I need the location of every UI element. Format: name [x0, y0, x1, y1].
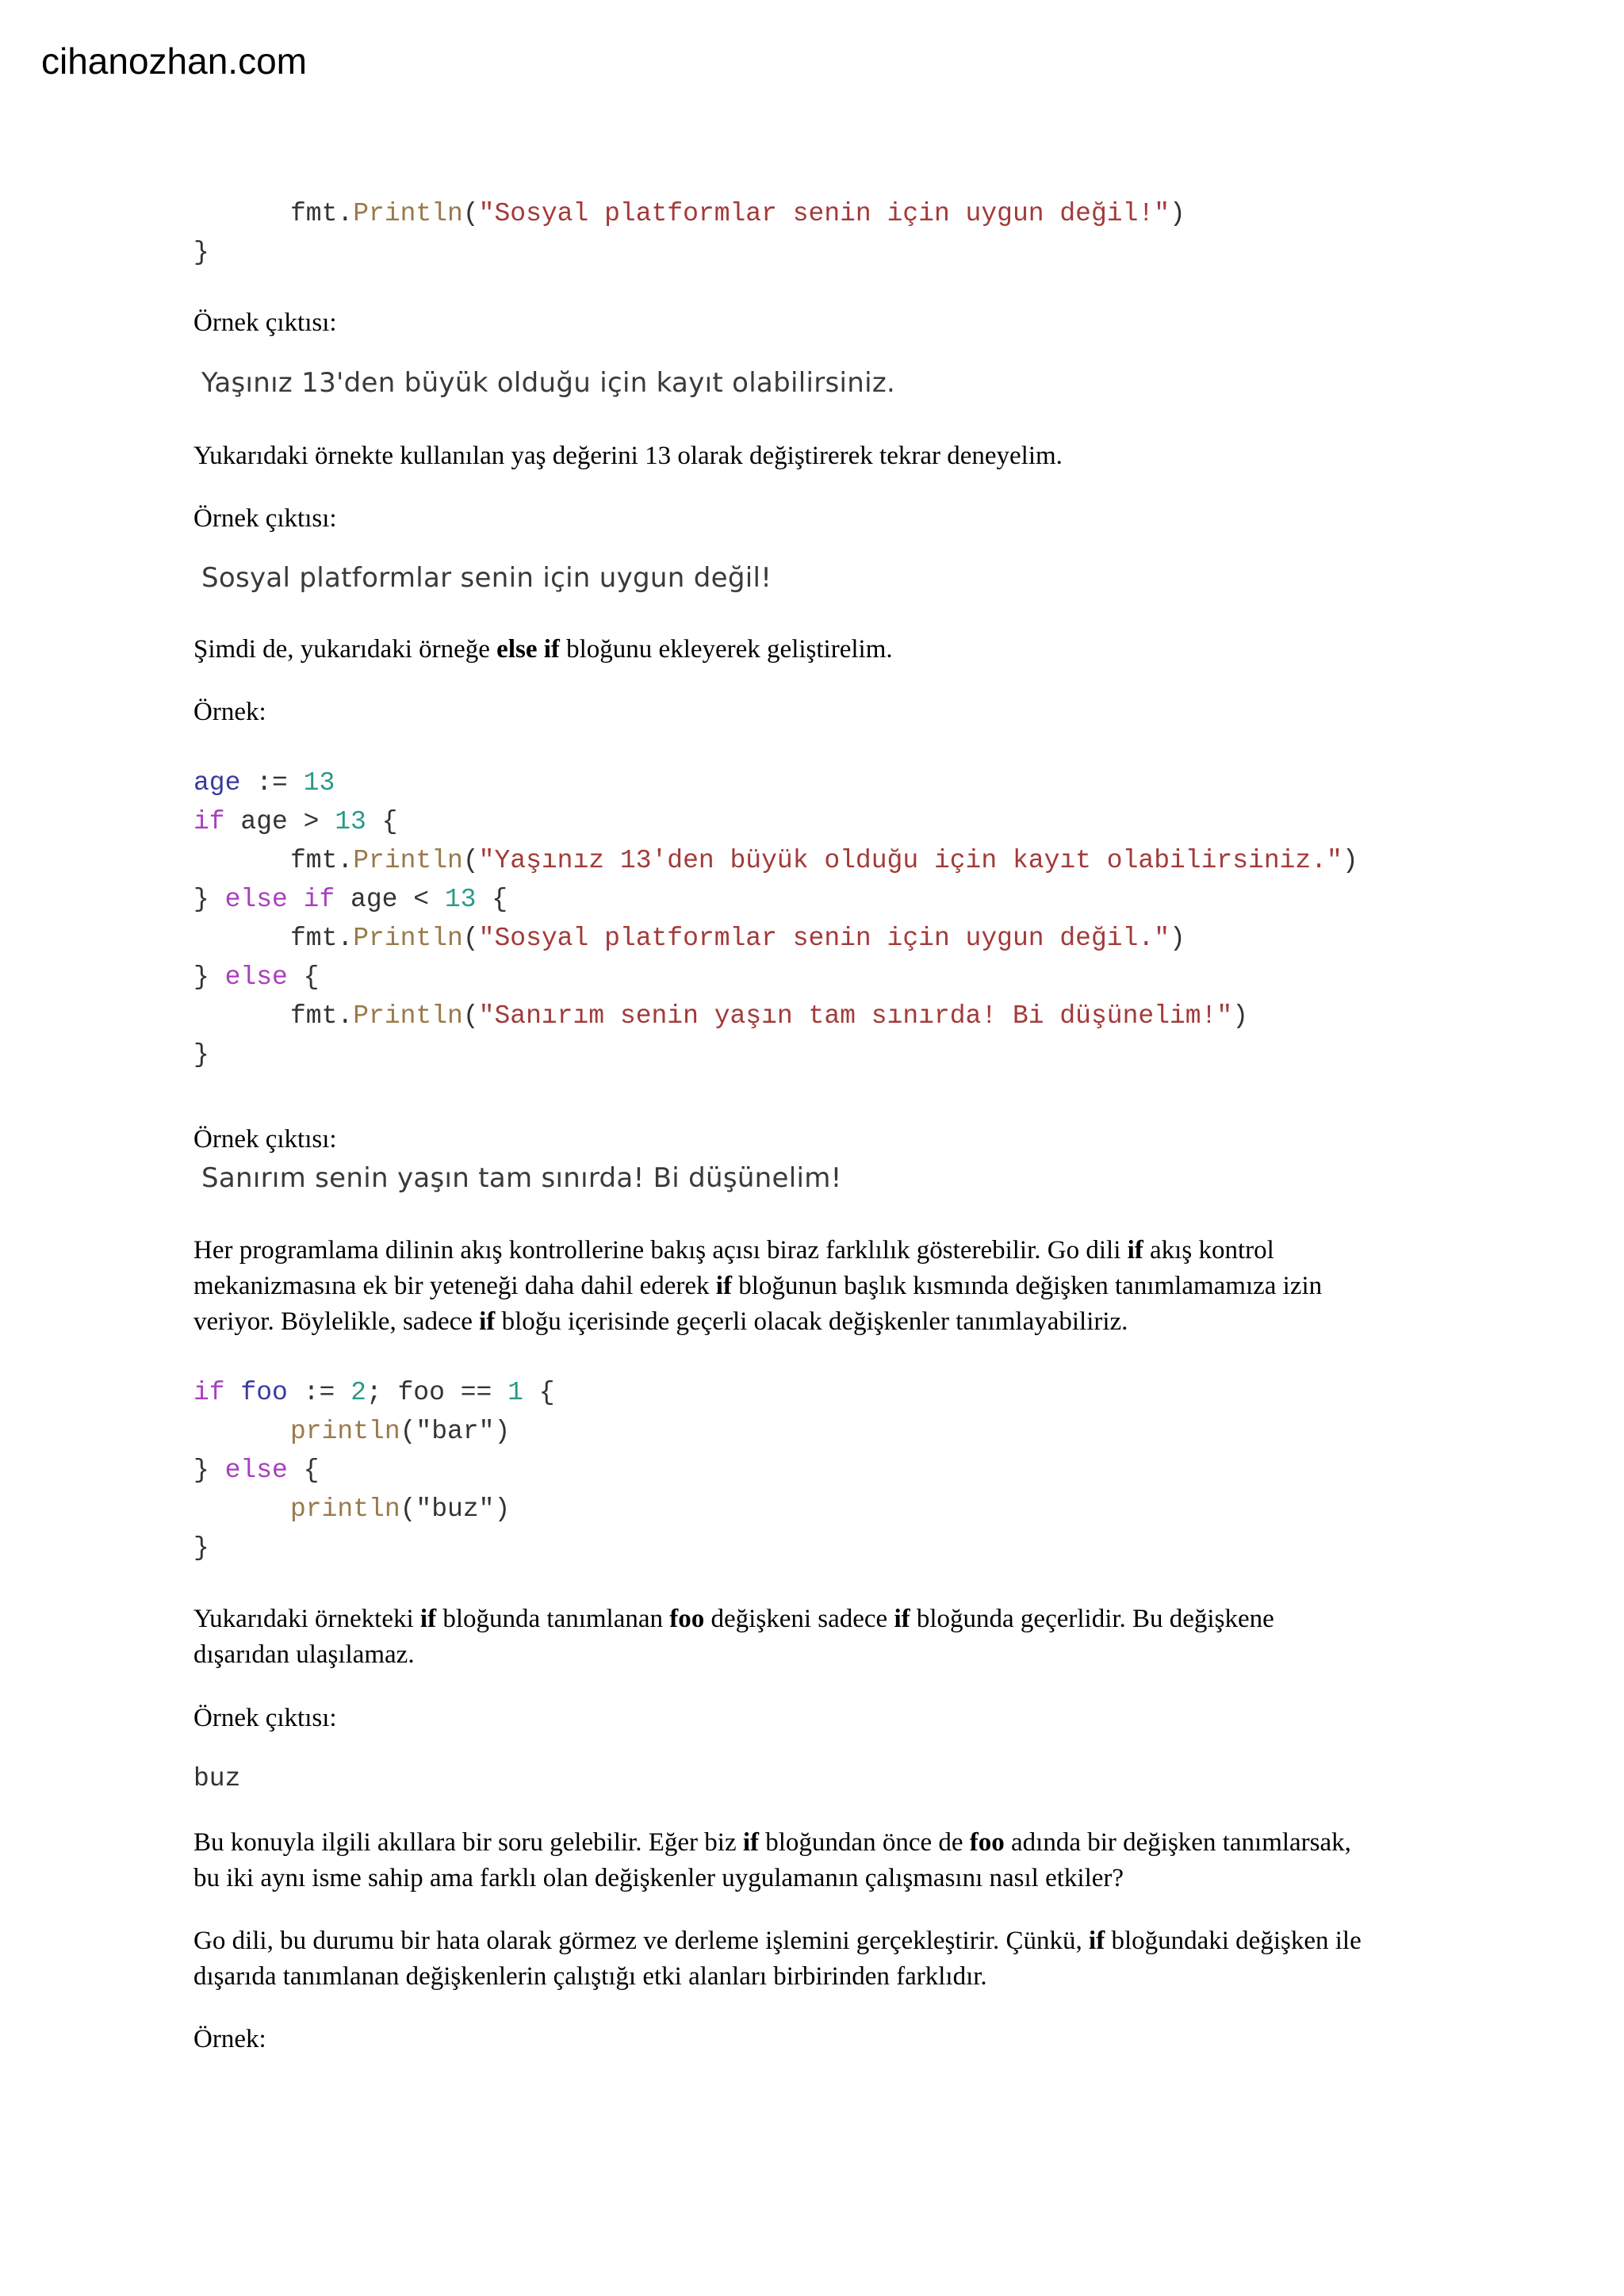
paragraph: Yukarıdaki örnekte kullanılan yaş değerini 13 olarak değiştirerek tekrar deneyelim.	[193, 442, 1063, 470]
text-run: Bu konuyla ilgili akıllara bir soru gelebilir. Eğer biz	[193, 1828, 743, 1857]
output-text-buz: buz	[193, 1764, 241, 1793]
code-token: )	[1342, 846, 1358, 875]
code-number: 1	[508, 1378, 523, 1407]
code-token: )	[1170, 924, 1185, 953]
text-bold: if	[1089, 1927, 1105, 1955]
code-token: :=	[287, 1378, 351, 1407]
text-run: Her programlama dilinin akış kontrollerine bakış açısı biraz farklılık gösterebilir. Go dili	[193, 1236, 1128, 1265]
output-label: Örnek çıktısı:	[193, 1125, 337, 1154]
code-token: println	[290, 1417, 400, 1446]
text-run: mekanizmasına ek bir yeteneği daha dahil ederek	[193, 1272, 716, 1300]
code-block-2	[193, 763, 1358, 1074]
code-token: {	[523, 1378, 555, 1407]
code-keyword: if	[303, 885, 335, 914]
output-label: Örnek çıktısı:	[193, 308, 337, 337]
output-label: Örnek çıktısı:	[193, 1704, 337, 1732]
text-run: Yukarıdaki örnekteki	[193, 1605, 420, 1633]
code-token: )	[1232, 1001, 1249, 1031]
code-token: ("bar")	[400, 1417, 511, 1446]
text-run: Go dili, bu durumu bir hata olarak görmez ve derleme işlemini gerçekleştirir. Çünkü,	[193, 1927, 1090, 1955]
code-keyword: else	[224, 885, 288, 914]
code-token: }	[193, 1040, 209, 1070]
text-run: bloğundan önce de	[759, 1828, 970, 1857]
example-label: Örnek:	[193, 698, 266, 726]
code-token: println	[290, 1494, 400, 1524]
code-string: "Yaşınız 13'den büyük olduğu için kayıt olabilirsiniz."	[478, 846, 1342, 875]
code-token: Println	[353, 924, 463, 953]
code-token: }	[193, 962, 225, 992]
code-token: fmt.	[290, 846, 354, 875]
code-token: {	[287, 1456, 320, 1485]
paragraph	[193, 632, 893, 668]
code-token: {	[476, 885, 508, 914]
text-run: dışarıda tanımlanan değişkenlerin çalıştığı etki alanları birbirinden farklıdır.	[193, 1962, 987, 1991]
output-screenshot-3: Sanırım senin yaşın tam sınırda! Bi düşünelim!	[201, 1162, 842, 1194]
code-token: fmt.	[290, 1001, 354, 1031]
code-token: (	[462, 199, 479, 228]
code-token	[288, 885, 304, 914]
code-token: }	[193, 238, 209, 267]
code-token: {	[366, 807, 398, 836]
site-name: cihanozhan.com	[41, 40, 307, 82]
code-token: }	[193, 1456, 225, 1485]
code-token: (	[462, 924, 479, 953]
code-token: }	[193, 885, 225, 914]
code-keyword: if	[193, 807, 225, 836]
code-token: fmt.	[290, 924, 354, 953]
code-number: 2	[350, 1378, 366, 1407]
code-token: (	[462, 846, 479, 875]
code-token: )	[1170, 199, 1185, 228]
code-string: "Sosyal platformlar senin için uygun değil!"	[478, 199, 1170, 228]
output-label: Örnek çıktısı:	[193, 504, 337, 533]
text-bold: if	[715, 1272, 732, 1300]
text-bold: foo	[669, 1605, 705, 1633]
code-token: ; foo ==	[366, 1378, 508, 1407]
code-token: :=	[240, 768, 304, 798]
paragraph	[193, 1825, 1351, 1896]
code-token: }	[193, 1533, 209, 1563]
code-keyword: else	[224, 1456, 288, 1485]
code-number: 13	[444, 885, 477, 914]
text-bold: else if	[496, 635, 560, 664]
text-run: akış kontrol	[1143, 1236, 1274, 1265]
code-keyword: if	[193, 1378, 225, 1407]
text-run: bloğundaki değişken ile	[1105, 1927, 1362, 1955]
text-bold: foo	[969, 1828, 1005, 1857]
code-token: ("buz")	[400, 1494, 511, 1524]
text-run: değişkeni sadece	[704, 1605, 894, 1633]
code-keyword: else	[224, 962, 288, 992]
output-screenshot-2: Sosyal platformlar senin için uygun değil!	[201, 562, 772, 594]
text-bold: if	[479, 1307, 496, 1336]
code-string: "Sosyal platformlar senin için uygun değil."	[478, 924, 1170, 953]
code-token: age >	[224, 807, 335, 836]
text-bold: if	[742, 1828, 760, 1857]
code-token: Println	[353, 846, 463, 875]
code-token: age <	[335, 885, 445, 914]
code-token: foo	[240, 1378, 288, 1407]
code-string: "Sanırım senin yaşın tam sınırda! Bi düşünelim!"	[478, 1001, 1233, 1031]
paragraph	[193, 1233, 1322, 1340]
code-number: 13	[303, 768, 335, 798]
paragraph	[193, 1601, 1274, 1673]
code-block-1	[193, 194, 1185, 272]
text-run: dışarıdan ulaşılamaz.	[193, 1640, 415, 1669]
example-label: Örnek:	[193, 2025, 266, 2053]
code-token: {	[287, 962, 320, 992]
text-run: bloğunun başlık kısmında değişken tanımlamamıza izin	[731, 1272, 1323, 1300]
code-token: age	[193, 768, 241, 798]
text-run: bu iki aynı isme sahip ama farklı olan değişkenler uygulamanın çalışmasını nasıl etkiler?	[193, 1864, 1124, 1892]
paragraph	[193, 1923, 1362, 1995]
code-number: 13	[335, 807, 366, 836]
text-bold: if	[894, 1605, 910, 1633]
text-bold: if	[419, 1605, 437, 1633]
text-run: Şimdi de, yukarıdaki örneğe	[193, 635, 497, 664]
code-token: Println	[353, 1001, 463, 1031]
output-screenshot-1: Yaşınız 13'den büyük olduğu için kayıt olabilirsiniz.	[201, 367, 896, 399]
text-run: bloğu içerisinde geçerli olacak değişkenler tanımlayabiliriz.	[495, 1307, 1128, 1336]
text-run: veriyor. Böylelikle, sadece	[193, 1307, 480, 1336]
text-run: bloğunda tanımlanan	[436, 1605, 670, 1633]
code-block-3	[193, 1373, 555, 1567]
text-run: bloğunda geçerlidir. Bu değişkene	[910, 1605, 1274, 1633]
text-run: bloğunu ekleyerek geliştirelim.	[559, 635, 893, 664]
code-token: (	[462, 1001, 479, 1031]
code-token: fmt.	[290, 199, 354, 228]
text-run: adında bir değişken tanımlarsak,	[1004, 1828, 1351, 1857]
code-token: Println	[353, 199, 463, 228]
text-bold: if	[1127, 1236, 1143, 1265]
